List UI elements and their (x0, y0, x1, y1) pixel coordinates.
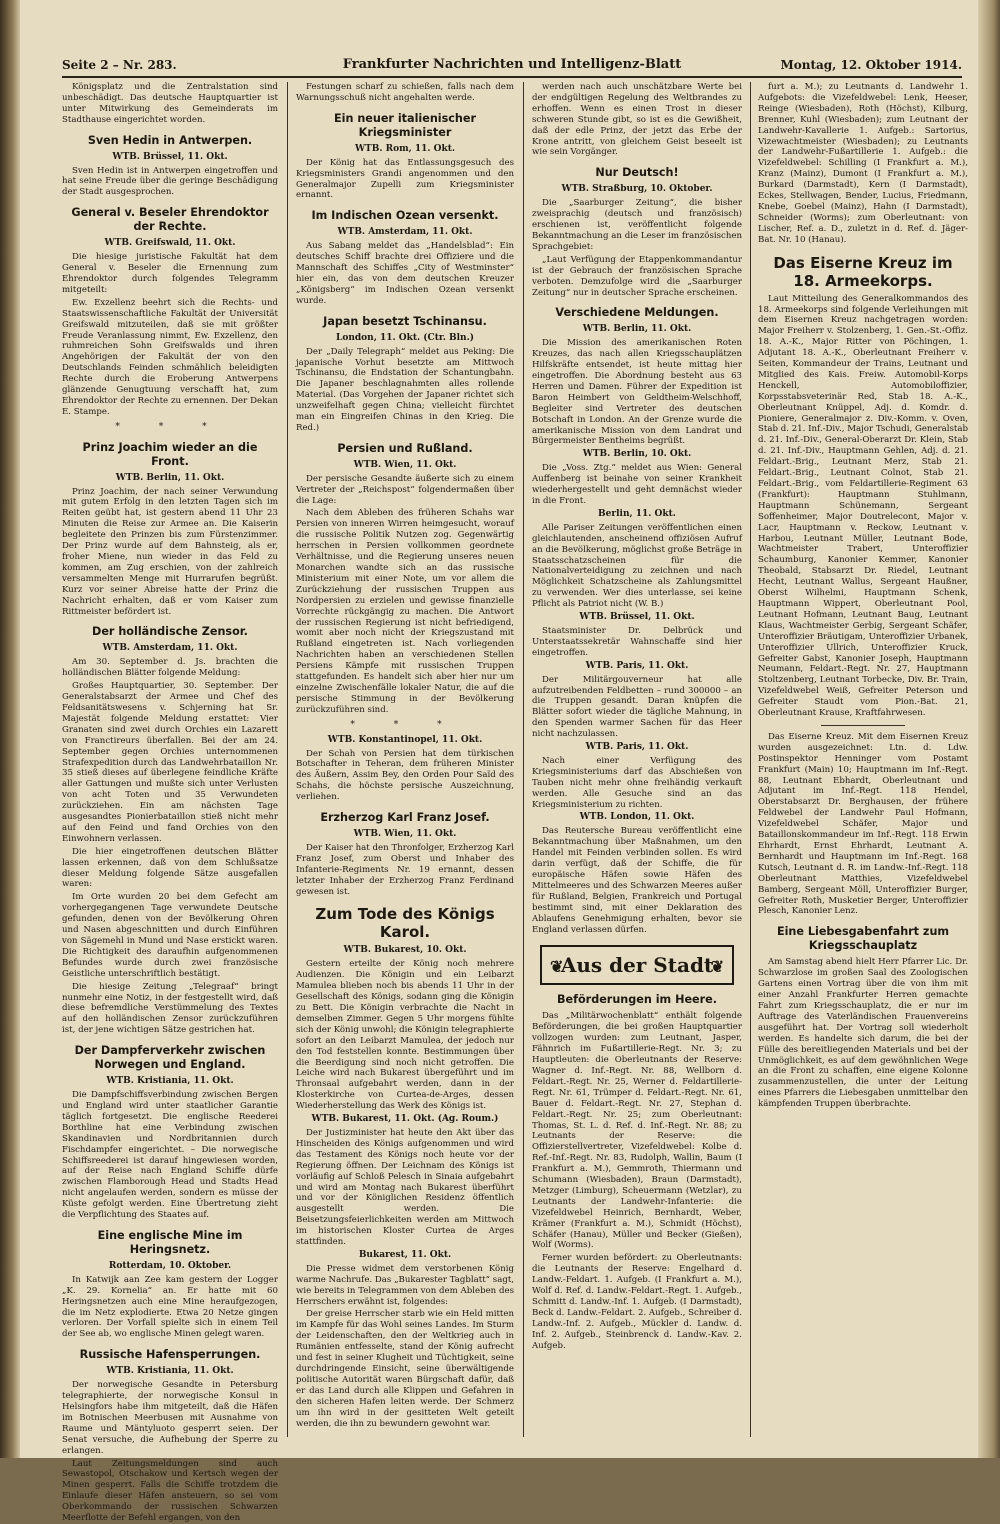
article-headline: Japan besetzt Tschinansu. (323, 314, 487, 328)
article-paragraph: Der Justizminister hat heute den Akt über das Hinscheiden des Königs aufgenommen und wird das Testament des Königs noch heute vor der Regierung öffnen. Der Leichnam des Königs ist vorläufig auf Schloß Pelesch in Sinaia aufgebahrt und wird am Montag nach Bukarest überführt und vor der Königlichen Residenz öffentlich ausgestellt werden. Die Beisetzungsfeierlichkeiten werden am Mittwoch im historischen Kloster Curtea de Arges stattfinden. (296, 1127, 514, 1248)
article-paragraph: Die hier eingetroffenen deutschen Blätter lassen erkennen, daß von dem Schlußsatze dieser Meldung folgende Sätze ausgefallen waren: (62, 846, 278, 890)
column-rule (523, 82, 524, 1437)
dateline: WTB. Paris, 11. Okt. (585, 742, 689, 753)
article-headline: Der holländische Zensor. (92, 625, 248, 639)
article-paragraph: Der greise Herrscher starb wie ein Held mitten im Kampfe für das Wohl seines Landes. Im Sturm der Leidenschaften, den der Weltkrieg auch in Rumänien entfesselte, stand der König aufrecht und fest in seiner Klugheit und Tüchtigkeit, seine durchdringende Einsicht, seine überwältigende politische Autorität waren Bürgschaft dafür, daß er das Land durch alle Klippen und Gefahren in den sicheren Hafen leiten werde. Der Schmerz um ihn wird in der gesitteten Welt geteilt werden, die ihn zu bewundern gewohnt war. (296, 1309, 514, 1429)
article-paragraph: Ew. Exzellenz beehrt sich die Rechts- und Staatswissenschaftliche Fakultät der Universität Greifswald mitzuteilen, daß sie mit größter Freude Veranlassung nimmt, Ew. Exzellenz, den ruhmreichen Sohn Greifswalds und ihren Angehörigen der Fakultät der von den Deutschlands Feinden schmählich beleidigten Rechte durch die Eroberung Antwerpens glänzende Genugtuung verschafft hat, zum Ehrendoktor der Rechte zu ernennen. Der Dekan E. Stampe. (62, 297, 278, 417)
dateline: WTB. Paris, 11. Okt. (585, 660, 689, 671)
article-headline: Persien und Rußland. (337, 441, 473, 455)
article-headline: Eine Liebesgabenfahrt zum Kriegsschauplatz (776, 925, 950, 953)
dateline: London, 11. Okt. (Ctr. Bln.) (336, 332, 474, 343)
article-paragraph: Der König hat das Entlassungsgesuch des Kriegsministers Grandi angenommen und den Generalmajor Zupelli zum Kriegsminister ernannt. (296, 157, 514, 201)
article-paragraph: Der Kaiser hat den Thronfolger, Erzherzog Karl Franz Josef, zum Oberst und Inhaber des Infanterie-Regiments Nr. 19 ernannt, dessen letzter Inhaber der Erzherzog Franz Ferdinand gewesen ist. (296, 842, 514, 897)
article-paragraph: Die Presse widmet dem verstorbenen König warme Nachrufe. Das „Bukarester Tagblatt“ sagt, wie bereits in Telegrammen von dem Ableben des Herrschers erwähnt ist, folgendes: (296, 1263, 515, 1307)
separator-rule (821, 725, 905, 726)
dateline: WTB. Bukarest, 11. Okt. (Ag. Roum.) (311, 1114, 499, 1125)
article-headline: Im Indischen Ozean versenkt. (311, 209, 499, 223)
column-4 (758, 82, 968, 1442)
column-rule (750, 82, 751, 1437)
article-headline: Nur Deutsch! (595, 166, 679, 180)
dateline: WTB. Kristiania, 11. Okt. (106, 1366, 234, 1377)
article-headline: Das Eiserne Kreuz im 18. Armeekorps. (773, 253, 953, 290)
article-paragraph: Die hiesige Zeitung „Telegraaf“ bringt nunmehr eine Notiz, in der festgestellt wird, daß diese befremdliche Verstümmelung des Textes auf den holländischen Zensor zurückzuführen ist, der jene wichtigen Sätze gestrichen hat. (62, 981, 278, 1036)
article-paragraph: furt a. M.); zu Leutnants d. Landwehr 1. Aufgebots: die Vizefeldwebel: Lenk, Heeser, Reinge (Wiesbaden), Roth (Höchst), Kilburg, Brenner, Kuhl (Wiesbaden); zum Leutnant der Landwehr-Kavallerie 1. Aufgeb.: Sartorius, Vizewachtmeister (Wiesbaden); zu Leutnants der Landwehr-Fußartillerie 1. Aufgeb.: die Vizefeldwebel: Schilling (I Frankfurt a. M.), Kranz (Mainz), Dumont (I Frankfurt a. M.), Burkard (Darmstadt), Kern (I Darmstadt), Eckes, Stellwagen, Bender, Lucius, Friedmann, Knebe, Goebel (Mainz), Hahn (I Darmstadt), Schneider (Worms); zum Oberleutnant: von Lischer, Ref. a. D., zuletzt in d. Ref. d. Jäger-Bat. Nr. 10 (Hanau). (758, 82, 968, 245)
section-title: Aus der Stadt (560, 953, 714, 978)
dateline: WTB. Berlin, 10. Okt. (582, 449, 692, 460)
article-headline: Verschiedene Meldungen. (555, 306, 719, 320)
column-2 (296, 82, 514, 1442)
article-paragraph: Die „Saarburger Zeitung“, die bisher zweisprachig (deutsch und französisch) erschienen ist, veröffentlicht folgende Bekanntmachung an die Leser im französischen Sprachgebiet: (532, 198, 742, 252)
article-paragraph: Nach dem Ableben des früheren Schahs war Persien von inneren Wirren heimgesucht, worauf die russische Politik Nutzen zog. Gegenwärtig herrschen in Persien vollkommen geordnete Verhältnisse, und die Regierung unseres neuen Monarchen wandte sich an das russische Ministerium mit einer Note, um vor allem die Zurückziehung der russischen Truppen aus Nordpersien zu erzielen und gewisse finanzielle Vorrechte rückgängig zu machen. Die Antwort der russischen Regierung ist nicht befriedigend, womit aber noch nicht der Kriegszustand mit Rußland eingetreten ist. Nach vorliegenden Nachrichten haben an verschiedenen Stellen Persiens Kämpfe mit russischen Truppen stattgefunden. Es handelt sich aber hier nur um einzelne Zwischenfälle lokaler Natur, die auf die persische Stimmung in der Bevölkerung zurückzuführen sind. (296, 508, 514, 715)
article-headline: Russische Hafensperrungen. (79, 1348, 261, 1362)
dateline: WTB. Amsterdam, 11. Okt. (102, 643, 238, 654)
page-edge (978, 0, 1000, 1458)
article-paragraph: Am Samstag abend hielt Herr Pfarrer Lic. Dr. Schwarzlose im großen Saal des Zoologischen Gartens einen Vortrag über die von ihm mit einer Anzahl Frankfurter Herren gemachte Fahrt zum Kriegsschauplatz, die er nur im Auftrage des Vaterländischen Frauenvereins ausgeführt hat. Der Vortrag soll wiederholt werden. Es handelte sich darum, die bei der Fülle des bereitliegenden Materials und bei der Unmöglichkeit, es auf dem gewöhnlichen Wege an die Front zu schaffen, eine eigene Kolonne zusammenzustellen, die unter der Leitung eines Pfarrers die Liebesgaben unmittelbar den kämpfenden Truppen überbrachte. (758, 957, 968, 1110)
article-paragraph: Aus Sabang meldet das „Handelsblad“: Ein deutsches Schiff brachte drei Offiziere und die Mannschaft des Schiffes „City of Westminster“ hier ein, das von dem deutschen Kreuzer „Königsberg“ im Indischen Ozean versenkt wurde. (296, 241, 514, 306)
article-paragraph: Königsplatz und die Zentralstation sind unbeschädigt. Das deutsche Hauptquartier ist unter Mitwirkung des Gemeinderats im Stadthause eingerichtet worden. (62, 82, 278, 125)
article-headline: Der Dampferverkehr zwischen Norwegen und England. (74, 1044, 266, 1072)
dateline: WTB. Berlin, 11. Okt. (582, 324, 692, 335)
dateline: Bukarest, 11. Okt. (358, 1249, 452, 1260)
column-3 (532, 82, 742, 1442)
article-paragraph: Staatsminister Dr. Delbrück und Unterstaatssekretär Wahnschaffe sind hier eingetroffen. (532, 625, 742, 658)
article-paragraph: Das Eiserne Kreuz. Mit dem Eisernen Kreuz wurden ausgezeichnet: Ltn. d. Ldw. Postinspektor Henninger vom Postamt Frankfurt (Main) 10; Hauptmann im Inf.-Regt. 88, Leutnant Ebhardt, Oberleutnant und Adjutant im Inf.-Regt. 118 Hendel, Oberstabsarzt Dr. Berghausen, der frühere Feldwebel der Landwehr Paul Hofmann, Vizefeldwebel Schäfer, Major und Bataillonskommandeur im Inf.-Regt. 118 Erwin Ehrhardt, Ernst Ehrhardt, Leutnant A. Bernhardt und Hauptmann im Inf.-Regt. 168 Kutsch, Leutnant d. R. im Landw.-Inf.-Regt. 118 Oberleutnant Matthies, Vizefeldwebel Bamberg, Sergeant Möll, Unteroffizier Burger, Gefreiter Roth, Musketier Berger, Unteroffizier Plesch, Kanonier Lenz. (758, 731, 968, 917)
dateline: WTB. Konstantinopel, 11. Okt. (327, 734, 483, 745)
dateline: WTB. Wien, 11. Okt. (353, 459, 457, 470)
article-headline: Sven Hedin in Antwerpen. (87, 133, 253, 147)
article-headline: General v. Beseler Ehrendoktor der Rechte. (71, 206, 269, 234)
article-paragraph: Der norwegische Gesandte in Petersburg telegraphierte, der norwegische Konsul in Helsingfors habe ihm mitgeteilt, daß die Häfen im Botnischen Meerbusen mit Ausnahme von Raume und Mäntyluoto gesperrt seien. Der Senat versuche, die Aufhebung der Sperre zu erlangen. (62, 1380, 278, 1456)
column-rule (287, 82, 288, 1437)
asterism-divider: * * * (115, 421, 225, 432)
dateline: WTB. London, 11. Okt. (579, 812, 695, 823)
article-paragraph: Die Mission des amerikanischen Roten Kreuzes, das nach allen Kriegsschauplätzen Hilfskräfte entsendet, ist heute mittag hier eingetroffen. Die Abordnung besteht aus 63 Herren und Damen. Führer der Expedition ist Baron Heimbert von Geldtheim-Welschhoff, Begleiter sind Vertreter des deutschen Botschaft in London. An der Grenze wurde die amerikanische Mission von dem Landrat und Bürgermeister Bentheims begrüßt. (532, 338, 742, 447)
article-paragraph: werden nach auch unschätzbare Werte bei der endgültigen Regelung des Weltbrandes zu erhoffen. Wenn es einen Trost in dieser schweren Stunde gibt, so ist es die Gewißheit, daß der edle Prinz, der jetzt das Erbe der Krone antritt, von gleichem Geist beseelt ist wie sein Vorgänger. (532, 82, 742, 158)
article-paragraph: Die hiesige juristische Fakultät hat dem General v. Beseler die Ernennung zum Ehrendoktor durch folgendes Telegramm mitgeteilt: (62, 252, 278, 295)
article-paragraph: In Katwijk aan Zee kam gestern der Logger „K. 29. Kornelia“ an. Er hatte mit 60 Heringsnetzen auch eine Mine heraufgezogen, die im Netz explodierte. Etwa 20 Netze gingen verloren. Der Vorfall spielte sich in einem Teil der See ab, wo englische Minen gelegt waren. (62, 1274, 278, 1340)
article-paragraph: Laut Mitteilung des Generalkommandos des 18. Armeekorps sind folgende Verleihungen mit dem Eisernen Kreuz nachgetragen worden: Major Freiherr v. Stolzenberg, 1. Gen.-St.-Offiz. 18. A.-K., Major Ritter von Pöchingen, 1. Adjutant 18. A.-K., Oberleutnant Freiherr v. Seiten, Kommandeur der Trains, Leutnant und Mitglied des Kais. Freiw. Automobil-Korps Henckell, Automobiloffizier, Korpsstabsveterinär Red, Stab 18. A.-K., Oberleutnant Knüppel, Adj. d. Komdr. d. Pioniere, Generalmajor z. Div.-Komm. v. Oven, Stab d. 21. Inf.-Div., Major Tschudi, Generalstab d. 21. Inf.-Div., General-Oberarzt Dr. Klein, Stab d. 21. Inf.-Div., Hauptmann Gehlen, Adj. d. 21. Feldart.-Brig., Leutnant Merz, Stab 21. Feldart.-Brig., Leutnant Colnot, Stab 21. Feldart.-Brig., vom Feldartillerie-Regiment 63 (Frankfurt): Hauptmann Stuhlmann, Hauptmann Schünemann, Sergeant Soffenheimer, Major Doutrelecont, Major v. Lacr, Hauptmann v. Reckow, Leutnant v. Harbou, Leutnant Müller, Leutnant Bode, Wachtmeister Trabert, Unteroffizier Schaumburg, Kanonier Kemmer, Kanonier Theobald, Stabsarzt Dr. Riedel, Leutnant Hecht, Leutnant Wallus, Sergeant Haußner, Oberst Wilhelmi, Hauptmann Schenk, Hauptmann Wippert, Oberleutnant Pool, Leutnant Hofmann, Leutnant Baug, Leutnant Klaus, Wachtmeister Gerbig, Sergeant Schäfer, Unteroffizier Bräutigam, Unteroffizier Urbanek, Unteroffizier Ullrich, Unteroffizier Kruck, Gefreiter Gabst, Kanonier Joseph, Hauptmann Neumann, Feldart.-Regt. Nr. 27, Hauptmann Stoltzenberg, Leutnant Torbecke, Div. Br. Train, Vizefeldwebel Weiß, Gefreiter Peterson und Gefreiter Staudt vom Pion.-Bat. 21, Oberleutnant Krause, Kraftfahrwesen. (758, 293, 968, 719)
article-paragraph: Der persische Gesandte äußerte sich zu einem Vertreter der „Reichspost“ folgendermaßen über die Lage: (296, 473, 514, 506)
masthead: Frankfurter Nachrichten und Intelligenz-Blatt (342, 57, 682, 72)
article-paragraph: Im Orte wurden 20 bei dem Gefecht am vorhergegangenen Tage verwundete Deutsche gefunden, denen von der Bevölkerung Ohren und Nasen abgeschnitten und durch Einführen von Sägemehl in Mund und Nase erstickt waren. Die Richtigkeit des daraufhin aufgenommenen Befundes wurde durch zwei französische Geistliche unterschriftlich bestätigt. (62, 892, 278, 979)
article-paragraph: Der „Daily Telegraph“ meldet aus Peking: Die japanische Vorhut besetzte am Mittwoch Tschinansu, die Endstation der Schantungbahn. Die Japaner beschlagnahmten alles rollende Material. (Das Vorgehen der Japaner richtet sich unzweifelhaft gegen China; vielleicht fürchtet man ein Eingreifen Chinas in den Krieg. Die Red.) (296, 346, 514, 433)
article-paragraph: „Laut Verfügung der Etappenkommandantur ist der Gebrauch der französischen Sprache verboten. Demzufolge wird die „Saarburger Zeitung“ nur in deutscher Sprache erscheinen. (532, 254, 742, 298)
ornament-icon: ❦ (710, 957, 724, 977)
article-paragraph: Laut Zeitungsmeldungen sind auch Sewastopol, Otschakow und Kertsch wegen der Minen gesperrt. Falls die Schiffe trotzdem die Einlaufe dieser Häfen ansteuern, so sei vom Oberkommando der russischen Schwarzen Meerflotte der Befehl ergangen, von den (62, 1458, 278, 1524)
article-headline: Beförderungen im Heere. (557, 993, 717, 1007)
article-paragraph: Nach einer Verfügung des Kriegsministeriums darf das Abschießen von Tauben nicht mehr ohne freihändig verkauft werden. Alle Gesuche sind an das Kriegsministerium zu richten. (532, 755, 742, 810)
article-paragraph: Der Schah von Persien hat dem türkischen Botschafter in Teheran, dem früheren Minister des Äußern, Assim Bey, den Orden Pour Saïd des Schahs, die höchste persische Auszeichnung, verliehen. (296, 748, 514, 803)
article-paragraph: Prinz Joachim, der nach seiner Verwundung mit gutem Erfolg in den letzten Tagen sich im Reiten geübt hat, ist gestern abend 11 Uhr 23 Minuten die Reise zur Armee an. Die Kaiserin begleitete den Prinzen bis zum Fürstenzimmer. Der Prinz wurde auf dem Bahnsteig, als er, froher Miene, nun wieder in das Feld zu kommen, am Zug erschien, von der zahlreich versammelten Menge mit Hurrarufen begrüßt. Kurz vor seiner Abreise hatte der Prinz die Nachricht erhalten, daß er vom Kaiser zum Rittmeister befördert ist. (62, 486, 278, 617)
issue-date: Montag, 12. Oktober 1914. (780, 58, 962, 72)
dateline: WTB. Rom, 11. Okt. (354, 143, 456, 154)
article-paragraph: Gestern erteilte der König noch mehrere Audienzen. Die Königin und ein Leibarzt Mamulea blieben noch bis abends 11 Uhr in der Gesellschaft des Königs, sodann ging die Königin zu Bett. Die Königin verbrachte die Nacht in demselben Zimmer. Gegen 5 Uhr morgens fühlte sich der König unwohl; die Königin telegraphierte sofort an den Leibarzt Mamulea, der jedoch nur den Tod feststellen konnte. Bestimmungen über die Beerdigung sind noch nicht getroffen. Die Leiche wird nach Bukarest übergeführt und im Thronsaal aufgebahrt werden, dann in der Klosterkirche von Curtea-de-Arges, dessen Wiederherstellung das Werk des Königs ist. (296, 959, 514, 1112)
ornament-icon: ❦ (550, 957, 564, 977)
article-paragraph: Am 30. September d. Js. brachten die holländischen Blätter folgende Meldung: (62, 657, 278, 679)
article-headline: Erzherzog Karl Franz Josef. (320, 811, 490, 825)
dateline: WTB. Greifswald, 11. Okt. (104, 238, 236, 249)
article-paragraph: Das Reutersche Bureau veröffentlicht eine Bekanntmachung über Maßnahmen, um den Handel mit Feinden verbinden sollen. Es wird darin verfügt, daß der Schiffe, die für europäische Häfen sowie Häfen des Mittelmeeres und des Schwarzen Meeres außer für Rußland, Belgien, Frankreich und Portugal bestimmt sind, mit einer Deklaration des Ablaufens Genehmigung erhalten, bevor sie England verlassen dürfen. (532, 826, 742, 935)
article-paragraph: Alle Pariser Zeitungen veröffentlichen einen gleichlautenden, anscheinend offiziösen Aufruf an die Bevölkerung, möglichst große Beträge in Staatsschatzscheinen für die Nationalverteidigung zu zeichnen und nach Möglichkeit Schatzscheine als Zahlungsmittel zu verwenden. Wer dies unterlasse, sei keine Pflicht als Patriot nicht (W. B.) (532, 522, 742, 610)
article-headline: Ein neuer italienischer Kriegsminister (333, 111, 476, 139)
article-paragraph: Die Dampfschiffsverbindung zwischen Bergen und England wird unter staatlicher Garantie täglich fortgesetzt. Die englische Reederei Borthline hat eine Verbindung zwischen Skandinavien und Nordbritannien durch Fischdampfer eingerichtet. – Die norwegische Schiffsreederei ist darauf hingewiesen worden, auf der Reise nach England Schiffe dürfe zwischen Flamborough Head und Stadts Head nicht angelaufen werden, sondern es müsse der Küste gefolgt werden. Eine Übertretung zieht die Verpflichtung des Staates auf. (62, 1090, 278, 1221)
page-header (62, 54, 962, 78)
article-paragraph: Die „Voss. Ztg.“ meldet aus Wien: General Auffenberg ist beinahe von seiner Krankheit wiederhergestellt und geht demnächst wieder in die Front. (532, 463, 742, 506)
dateline: Rotterdam, 10. Oktober. (108, 1260, 232, 1271)
dateline: WTB. Straßburg, 10. Oktober. (561, 184, 713, 195)
article-paragraph: Das „Militärwochenblatt“ enthält folgende Beförderungen, die bei großen Hauptquartier vollzogen wurden: zum Leutnant, Jasper, Fähnrich im Fußartillerie-Regt. Nr. 3; zu Hauptleuten: die Oberleutnants der Reserve: Wagner d. Inf.-Regt. Nr. 88, Wellborn d. Feldart.-Regt. Nr. 25, Werner d. Feldartillerie-Regt. Nr. 61, Trümper d. Feldart.-Regt. Nr. 61, Bauer d. Feldart.-Regt. Nr. 27, Stephan d. Feldart.-Regt. Nr. 25; zum Oberleutnant: Thomas, St. L. d. Ref. d. Inf.-Regt. Nr. 88; zu Leutnants der Reserve: die Offizierstellvertreter, Vizefeldwebel: Kolbe d. Ref.-Inf.-Regt. Nr. 83, Rudolph, Wallin, Baum (I Frankfurt a. M.), Gemmroth, Thiermann und Schumann (Wiesbaden), Braun (Darmstadt), Metzger (Limburg), Scheuermann (Wetzlar), zu Leutnants der Landwehr-Infanterie: die Vizefeldwebel Heinrich, Bernhardt, Weber, Krämer (Frankfurt a. M.), Schmidt (Höchst), Schäfer (Hanau), Müller und Becker (Gießen), Wolf (Worms). (532, 1011, 742, 1251)
dateline: Berlin, 11. Okt. (598, 508, 676, 519)
dateline: WTB. Bukarest, 10. Okt. (343, 945, 467, 956)
article-headline: Prinz Joachim wieder an die Front. (82, 440, 258, 468)
column-1 (62, 82, 278, 1524)
book-spine (0, 0, 20, 1458)
dateline: WTB. Berlin, 11. Okt. (115, 472, 225, 483)
dateline: WTB. Brüssel, 11. Okt. (112, 151, 228, 162)
asterism-divider: * * * (350, 719, 460, 730)
dateline: WTB. Kristiania, 11. Okt. (106, 1076, 234, 1087)
dateline: WTB. Amsterdam, 11. Okt. (337, 227, 473, 238)
dateline: WTB. Brüssel, 11. Okt. (579, 612, 695, 623)
section-heading-box (540, 945, 734, 985)
dateline: WTB. Wien, 11. Okt. (353, 829, 457, 840)
article-paragraph: Sven Hedin ist in Antwerpen eingetroffen und hat seine Freude über die geringe Beschädigung der Stadt ausgesprochen. (62, 165, 278, 198)
article-paragraph: Großes Hauptquartier, 30. September. Der Generalstabsarzt der Armee und Chef des Feldsanitätswesens v. Schjerning hat Sr. Majestät folgende Meldung erstattet: Vier Granaten sind zwei durch Orchies ein Lazarett von Franctireurs überfallen. Bei der am 24. September gegen Orchies unternommenen Strafexpedition durch das Landwehrbataillon Nr. 35 stieß dieses auf überlegene feindliche Kräfte aller Gattungen und mußte sich unter Verlusten von acht Toten und 35 Verwundeten zurückziehen. Ein am nächsten Tage ausgesandtes Pionierbataillon stieß nicht mehr auf den Feind und fand Orchies von den Einwohnern verlassen. (62, 681, 278, 844)
article-paragraph: Ferner wurden befördert: zu Oberleutnants: die Leutnants der Reserve: Engelhard d. Landw.-Feldart. 1. Aufgeb. (I Frankfurt a. M.), Wolf d. Ref. d. Landw.-Feldart.-Regt. 1. Aufgeb., Schmitt d. Landw.-Inf. 1. Aufgeb. (I Darmstadt), Beck d. Landw.-Feldart. 2. Aufgeb., Schreiber d. Landw.-Inf. 2. Aufgeb., Mückler d. Landw. d. Inf. 2. Aufgeb., Steinbrenck d. Landw.-Kav. 2. Aufgeb. (532, 1253, 742, 1351)
article-paragraph: Festungen scharf zu schießen, falls nach dem Warnungsschuß nicht angehalten werde. (296, 82, 514, 103)
article-headline: Eine englische Mine im Heringsnetz. (97, 1228, 243, 1256)
page-number: Seite 2 – Nr. 283. (62, 58, 177, 72)
article-headline: Zum Tode des Königs Karol. (315, 905, 495, 942)
article-paragraph: Der Militärgouverneur hat alle aufzutreibenden Feldbetten – rund 300000 – an die Truppen gesandt. Daran knüpfen die Blätter sofort wieder die tägliche Mahnung, in den Spenden warmer Sachen für das Heer nicht nachzulassen. (532, 674, 742, 740)
